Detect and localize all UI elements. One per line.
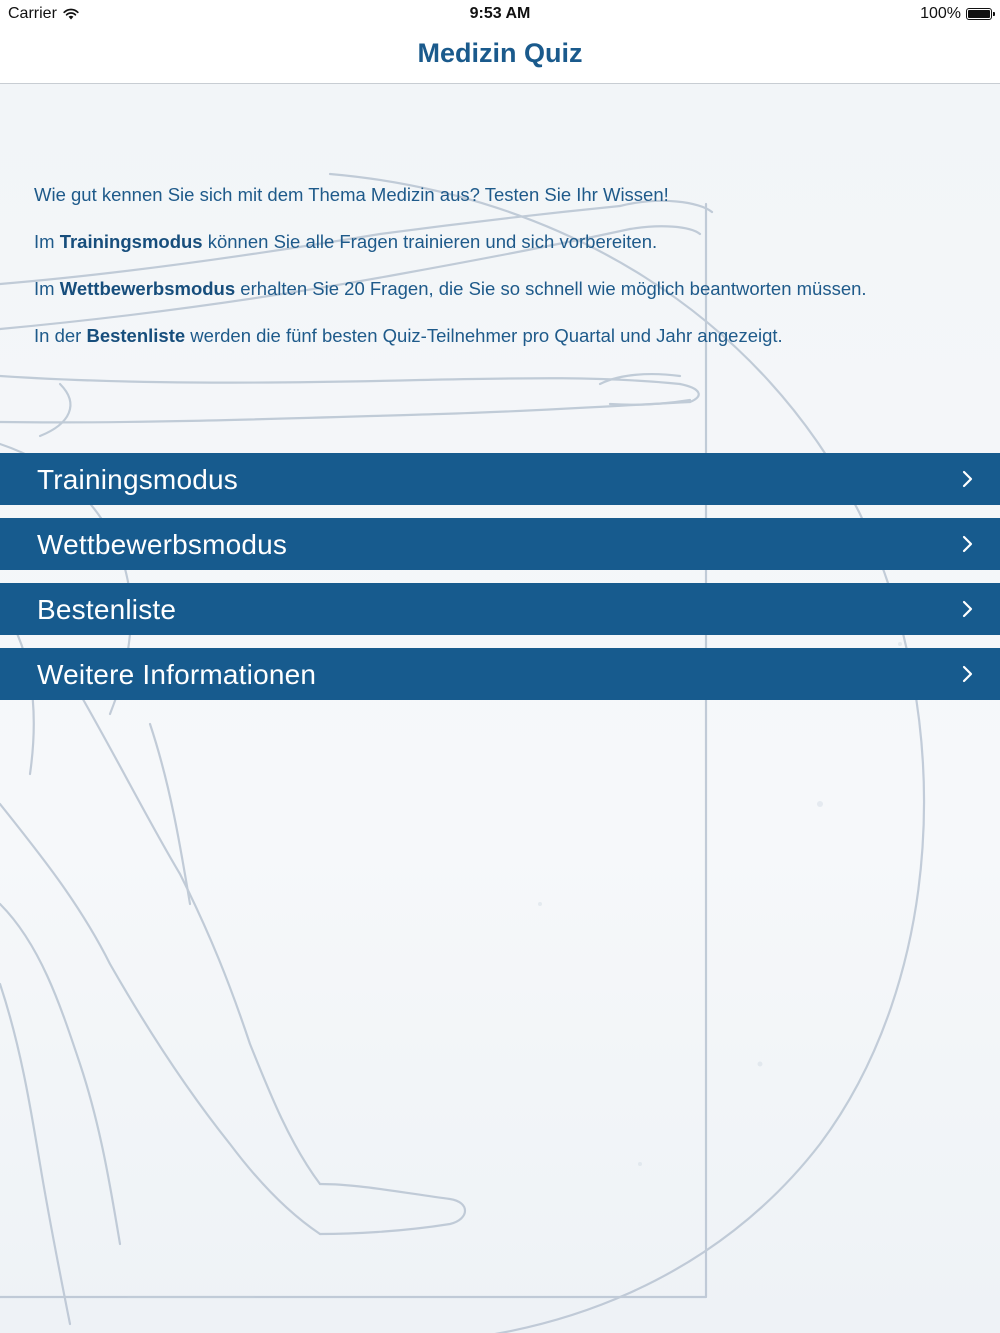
- intro-line-2: [34, 231, 974, 253]
- page-title: Medizin Quiz: [417, 38, 583, 68]
- main-content: [0, 84, 1000, 1333]
- intro-line-2-bold: Trainingsmodus: [59, 231, 203, 252]
- menu-item-trainingsmodus[interactable]: [0, 453, 1000, 505]
- menu-item-weitere-informationen[interactable]: [0, 648, 1000, 700]
- intro-line-3-prefix: Im: [34, 278, 60, 299]
- intro-line-2-suffix: können Sie alle Fragen trainieren und sich vorbereiten.: [202, 231, 658, 252]
- intro-line-1: [34, 184, 974, 206]
- menu-item-bestenliste[interactable]: [0, 583, 1000, 635]
- menu-item-wettbewerbsmodus[interactable]: [0, 518, 1000, 570]
- chevron-right-icon: [962, 600, 974, 618]
- chevron-right-icon: [962, 535, 974, 553]
- status-right: [920, 5, 992, 23]
- intro-line-3-suffix: erhalten Sie 20 Fragen, die Sie so schnell wie möglich beantworten müssen.: [235, 278, 867, 299]
- intro-line-3-bold: Wettbewerbsmodus: [59, 278, 236, 299]
- status-time: 9:53 AM: [469, 5, 531, 22]
- battery-icon: [966, 8, 992, 20]
- main-menu: [0, 453, 1000, 713]
- chevron-right-icon: [962, 665, 974, 683]
- carrier-label: Carrier: [8, 5, 57, 22]
- chevron-right-icon: [962, 470, 974, 488]
- intro-line-4: [34, 325, 974, 347]
- menu-item-label: Wettbewerbsmodus: [37, 529, 288, 560]
- intro-line-4-prefix: In der: [34, 325, 87, 346]
- intro-line-1-text: Wie gut kennen Sie sich mit dem Thema Medizin aus? Testen Sie Ihr Wissen!: [34, 184, 669, 205]
- menu-item-label: Trainingsmodus: [37, 464, 238, 495]
- status-bar: [0, 0, 1000, 26]
- intro-line-4-suffix: werden die fünf besten Quiz-Teilnehmer pro Quartal und Jahr angezeigt.: [185, 325, 783, 346]
- intro-line-2-prefix: Im: [34, 231, 60, 252]
- menu-item-label: Weitere Informationen: [37, 659, 317, 690]
- intro-line-3: [34, 278, 974, 300]
- menu-item-label: Bestenliste: [37, 594, 177, 625]
- intro-line-4-bold: Bestenliste: [86, 325, 186, 346]
- intro-text: [34, 184, 974, 372]
- battery-percent: 100%: [920, 5, 961, 22]
- navigation-bar: [0, 26, 1000, 84]
